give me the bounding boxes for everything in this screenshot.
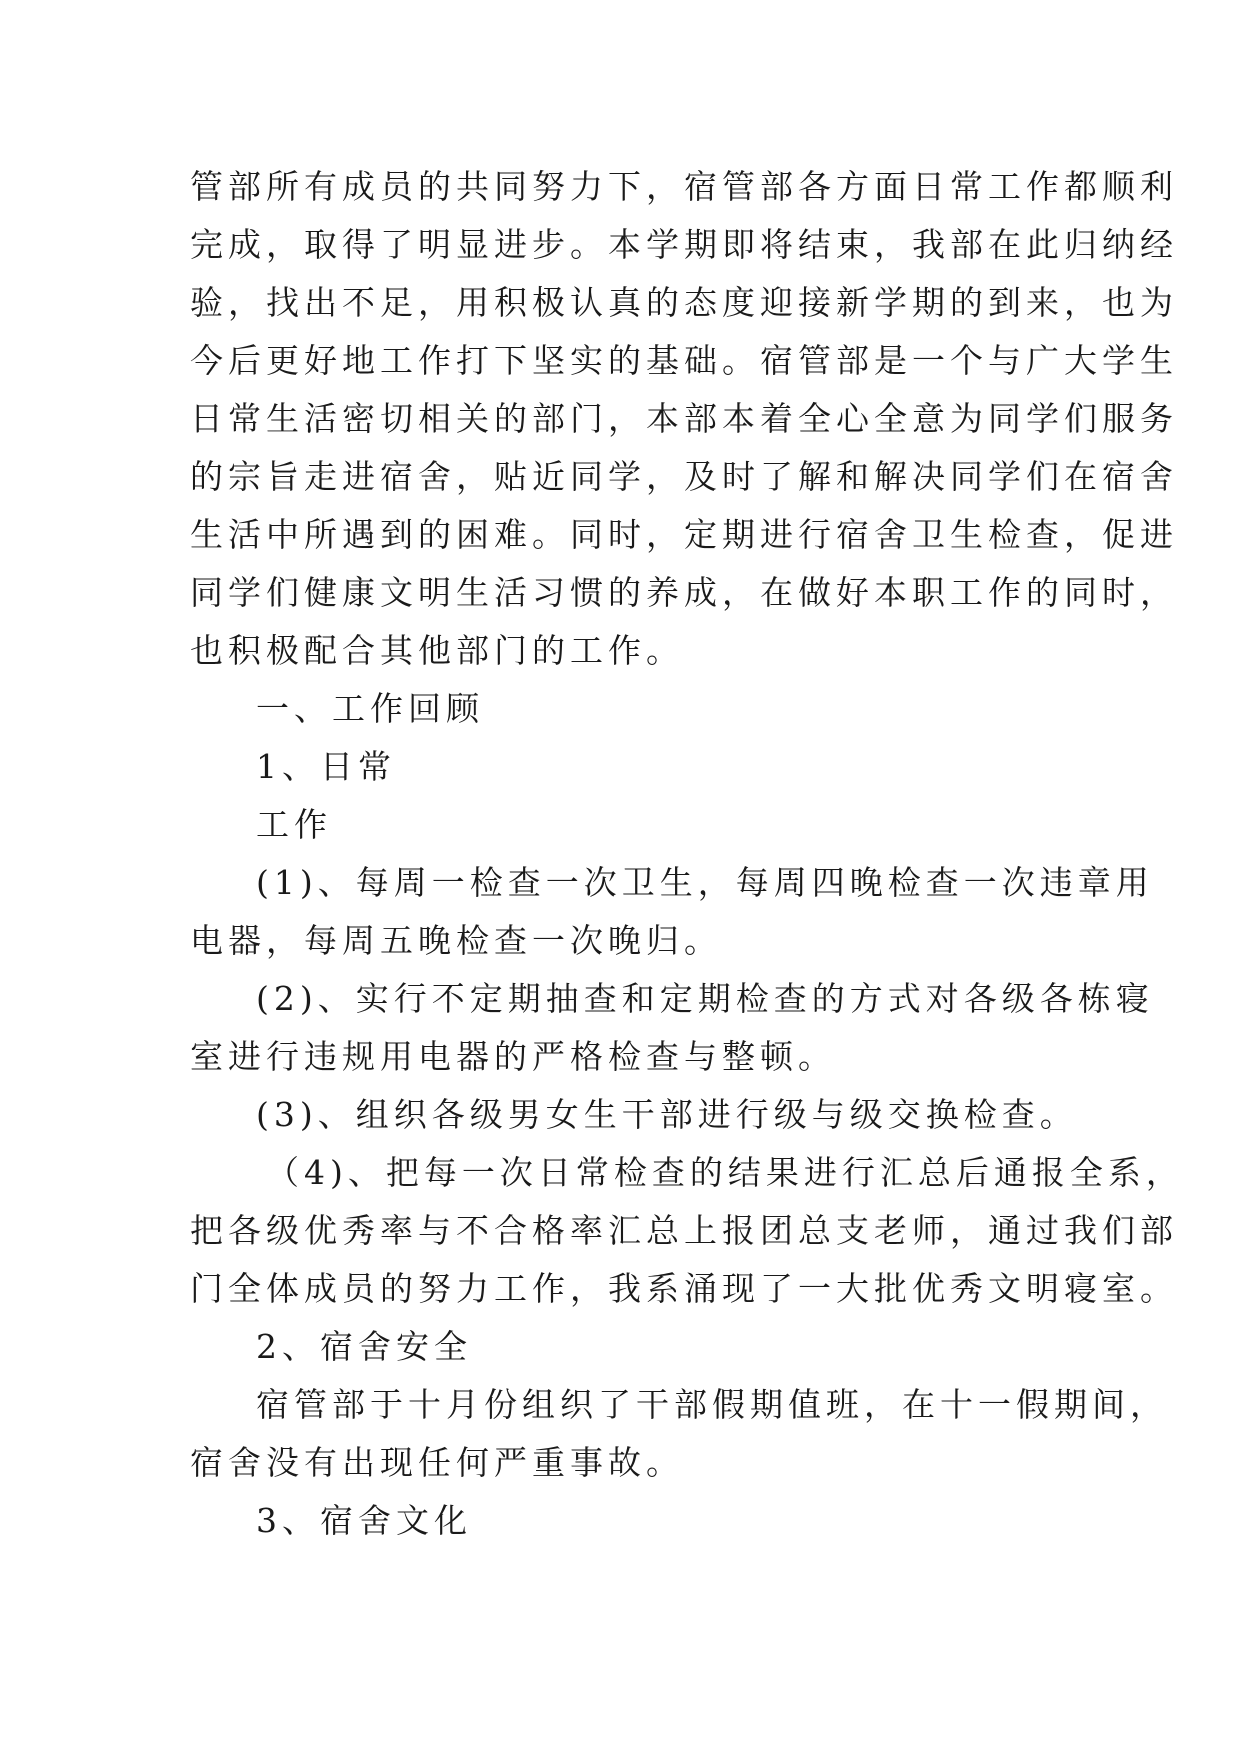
list-item-line: 电器，每周五晚检查一次晚归。 <box>190 921 722 960</box>
paragraph-line: 也积极配合其他部门的工作。 <box>190 631 684 670</box>
paragraph-line: 门全体成员的努力工作，我系涌现了一大批优秀文明寝室。 <box>190 1269 1178 1308</box>
paragraph-line: 的宗旨走进宿舍，贴近同学，及时了解和解决同学们在宿舍 <box>190 457 1178 496</box>
paragraph-line: 管部所有成员的共同努力下，宿管部各方面日常工作都顺利 <box>190 167 1178 206</box>
paragraph-line: 完成，取得了明显进步。本学期即将结束，我部在此归纳经 <box>190 225 1178 264</box>
paragraph-line: 同学们健康文明生活习惯的养成，在做好本职工作的同时， <box>190 573 1178 612</box>
paragraph-line: 验，找出不足，用积极认真的态度迎接新学期的到来，也为 <box>190 283 1178 322</box>
paragraph-line: 宿舍没有出现任何严重事故。 <box>190 1443 684 1482</box>
paragraph-line: 生活中所遇到的困难。同时，定期进行宿舍卫生检查，促进 <box>190 515 1178 554</box>
list-item-line: (1)、每周一检查一次卫生，每周四晚检查一次违章用 <box>256 863 1154 902</box>
paragraph-line: 宿管部于十月份组织了干部假期值班，在十一假期间， <box>256 1385 1168 1424</box>
list-item-line: (2)、实行不定期抽查和定期检查的方式对各级各栋寝 <box>256 979 1154 1018</box>
document-body <box>190 158 1184 1550</box>
subsection-heading: 1、日常 <box>256 747 396 786</box>
subsection-heading: 工作 <box>256 805 332 844</box>
list-item-line: （4)、把每一次日常检查的结果进行汇总后通报全系， <box>266 1153 1184 1192</box>
paragraph-line: 日常生活密切相关的部门，本部本着全心全意为同学们服务 <box>190 399 1178 438</box>
subsection-heading: 2、宿舍安全 <box>256 1327 472 1366</box>
paragraph-line: 把各级优秀率与不合格率汇总上报团总支老师，通过我们部 <box>190 1211 1178 1250</box>
paragraph-line: 今后更好地工作打下坚实的基础。宿管部是一个与广大学生 <box>190 341 1178 380</box>
list-item-line: (3)、组织各级男女生干部进行级与级交换检查。 <box>256 1095 1078 1134</box>
section-heading: 一、工作回顾 <box>256 689 484 728</box>
subsection-heading: 3、宿舍文化 <box>256 1501 472 1540</box>
list-item-line: 室进行违规用电器的严格检查与整顿。 <box>190 1037 836 1076</box>
